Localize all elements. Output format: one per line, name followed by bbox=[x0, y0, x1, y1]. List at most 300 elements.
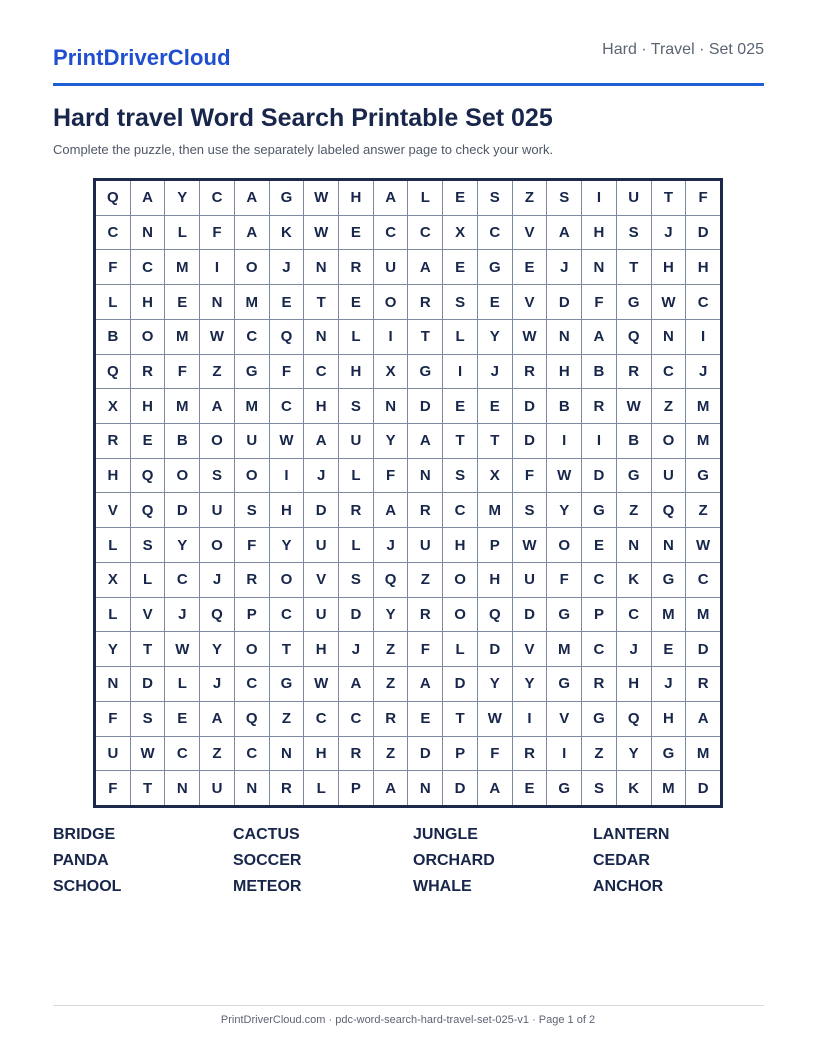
grid-cell: W bbox=[652, 285, 686, 319]
grid-cell: E bbox=[513, 771, 547, 805]
grid-cell: K bbox=[617, 771, 651, 805]
grid-cell: W bbox=[478, 702, 512, 736]
grid-cell: T bbox=[270, 632, 304, 666]
grid-cell: G bbox=[408, 355, 442, 389]
grid-cell: Y bbox=[165, 528, 199, 562]
grid-cell: U bbox=[513, 563, 547, 597]
grid-cell: E bbox=[339, 285, 373, 319]
grid-cell: F bbox=[408, 632, 442, 666]
grid-cell: S bbox=[617, 216, 651, 250]
grid-cell: S bbox=[547, 181, 581, 215]
grid-cell: J bbox=[478, 355, 512, 389]
grid-cell: A bbox=[582, 320, 616, 354]
grid-cell: F bbox=[686, 181, 720, 215]
grid-cell: V bbox=[131, 598, 165, 632]
grid-cell: W bbox=[617, 389, 651, 423]
grid-cell: E bbox=[131, 424, 165, 458]
grid-cell: Y bbox=[374, 598, 408, 632]
grid-cell: F bbox=[374, 459, 408, 493]
grid-cell: Q bbox=[652, 493, 686, 527]
grid-cell: C bbox=[374, 216, 408, 250]
grid-cell: Z bbox=[686, 493, 720, 527]
grid-cell: P bbox=[582, 598, 616, 632]
grid-cell: A bbox=[408, 250, 442, 284]
grid-cell: D bbox=[339, 598, 373, 632]
grid-cell: A bbox=[408, 424, 442, 458]
grid-cell: Y bbox=[96, 632, 130, 666]
grid-cell: Z bbox=[652, 389, 686, 423]
grid-cell: G bbox=[582, 493, 616, 527]
grid-cell: A bbox=[339, 667, 373, 701]
grid-cell: B bbox=[617, 424, 651, 458]
grid-cell: B bbox=[547, 389, 581, 423]
grid-cell: L bbox=[443, 632, 477, 666]
grid-cell: H bbox=[131, 285, 165, 319]
grid-cell: X bbox=[96, 389, 130, 423]
grid-cell: C bbox=[165, 737, 199, 771]
grid-cell: C bbox=[408, 216, 442, 250]
grid-cell: D bbox=[443, 771, 477, 805]
grid-cell: D bbox=[304, 493, 338, 527]
grid-cell: O bbox=[200, 424, 234, 458]
grid-cell: F bbox=[96, 702, 130, 736]
grid-cell: Q bbox=[617, 702, 651, 736]
word-list bbox=[53, 826, 773, 904]
grid-cell: P bbox=[478, 528, 512, 562]
grid-cell: R bbox=[235, 563, 269, 597]
grid-cell: N bbox=[408, 771, 442, 805]
grid-cell: C bbox=[131, 250, 165, 284]
grid-cell: V bbox=[513, 285, 547, 319]
grid-cell: E bbox=[513, 250, 547, 284]
grid-cell: H bbox=[304, 737, 338, 771]
grid-cell: D bbox=[131, 667, 165, 701]
grid-cell: W bbox=[686, 528, 720, 562]
grid-cell: R bbox=[686, 667, 720, 701]
grid-cell: T bbox=[652, 181, 686, 215]
grid-cell: F bbox=[235, 528, 269, 562]
word-list-item: BRIDGE bbox=[53, 826, 116, 843]
grid-cell: N bbox=[304, 250, 338, 284]
grid-cell: H bbox=[582, 216, 616, 250]
grid-cell: W bbox=[513, 528, 547, 562]
grid-cell: S bbox=[513, 493, 547, 527]
grid-cell: D bbox=[686, 216, 720, 250]
grid-cell: D bbox=[165, 493, 199, 527]
grid-cell: R bbox=[339, 493, 373, 527]
grid-cell: J bbox=[374, 528, 408, 562]
grid-cell: E bbox=[478, 389, 512, 423]
grid-cell: P bbox=[339, 771, 373, 805]
grid-cell: N bbox=[547, 320, 581, 354]
grid-cell: H bbox=[686, 250, 720, 284]
grid-cell: N bbox=[582, 250, 616, 284]
grid-cell: R bbox=[374, 702, 408, 736]
grid-cell: M bbox=[652, 598, 686, 632]
grid-cell: D bbox=[513, 424, 547, 458]
grid-cell: L bbox=[165, 216, 199, 250]
grid-cell: G bbox=[547, 598, 581, 632]
grid-cell: D bbox=[582, 459, 616, 493]
grid-cell: A bbox=[374, 493, 408, 527]
grid-cell: L bbox=[96, 598, 130, 632]
grid-cell: L bbox=[339, 320, 373, 354]
grid-cell: C bbox=[304, 355, 338, 389]
grid-cell: Y bbox=[478, 320, 512, 354]
grid-cell: C bbox=[304, 702, 338, 736]
grid-cell: L bbox=[304, 771, 338, 805]
grid-cell: H bbox=[304, 389, 338, 423]
grid-cell: H bbox=[339, 355, 373, 389]
grid-cell: J bbox=[617, 632, 651, 666]
grid-cell: V bbox=[304, 563, 338, 597]
page-header bbox=[53, 38, 764, 86]
grid-cell: O bbox=[131, 320, 165, 354]
grid-cell: H bbox=[652, 702, 686, 736]
grid-cell: R bbox=[408, 493, 442, 527]
grid-cell: A bbox=[374, 181, 408, 215]
grid-cell: V bbox=[547, 702, 581, 736]
grid-cell: M bbox=[165, 250, 199, 284]
grid-cell: Q bbox=[131, 493, 165, 527]
grid-cell: R bbox=[513, 737, 547, 771]
grid-cell: U bbox=[652, 459, 686, 493]
grid-cell: C bbox=[339, 702, 373, 736]
grid-cell: I bbox=[200, 250, 234, 284]
grid-cell: J bbox=[200, 667, 234, 701]
grid-cell: L bbox=[443, 320, 477, 354]
grid-cell: C bbox=[617, 598, 651, 632]
grid-cell: O bbox=[374, 285, 408, 319]
grid-cell: Z bbox=[617, 493, 651, 527]
grid-cell: M bbox=[547, 632, 581, 666]
grid-cell: F bbox=[582, 285, 616, 319]
grid-cell: E bbox=[443, 250, 477, 284]
grid-cell: L bbox=[165, 667, 199, 701]
grid-cell: Z bbox=[408, 563, 442, 597]
grid-cell: U bbox=[200, 771, 234, 805]
grid-cell: L bbox=[96, 528, 130, 562]
grid-cell: D bbox=[513, 389, 547, 423]
page-footer: PrintDriverCloud.com · pdc-word-search-hard-travel-set-025-v1 · Page 1 of 2 bbox=[220, 1014, 596, 1026]
word-list-item: ANCHOR bbox=[593, 878, 664, 895]
grid-cell: Y bbox=[165, 181, 199, 215]
grid-cell: D bbox=[408, 737, 442, 771]
grid-cell: A bbox=[547, 216, 581, 250]
grid-cell: V bbox=[96, 493, 130, 527]
grid-cell: O bbox=[235, 250, 269, 284]
grid-cell: D bbox=[513, 598, 547, 632]
grid-cell: K bbox=[270, 216, 304, 250]
grid-cell: R bbox=[582, 389, 616, 423]
word-list-item: SOCCER bbox=[233, 852, 302, 869]
grid-cell: O bbox=[270, 563, 304, 597]
grid-cell: H bbox=[339, 181, 373, 215]
grid-cell: T bbox=[478, 424, 512, 458]
grid-cell: T bbox=[443, 424, 477, 458]
word-list-item: WHALE bbox=[413, 878, 472, 895]
grid-cell: X bbox=[96, 563, 130, 597]
grid-cell: U bbox=[96, 737, 130, 771]
grid-cell: N bbox=[131, 216, 165, 250]
grid-cell: V bbox=[513, 216, 547, 250]
grid-cell: L bbox=[339, 459, 373, 493]
grid-cell: M bbox=[478, 493, 512, 527]
grid-cell: M bbox=[165, 389, 199, 423]
grid-cell: S bbox=[339, 563, 373, 597]
grid-cell: E bbox=[652, 632, 686, 666]
grid-cell: F bbox=[513, 459, 547, 493]
word-search-grid bbox=[93, 178, 723, 808]
grid-cell: W bbox=[304, 181, 338, 215]
grid-cell: G bbox=[270, 667, 304, 701]
grid-cell: O bbox=[443, 563, 477, 597]
grid-cell: T bbox=[131, 632, 165, 666]
grid-cell: O bbox=[200, 528, 234, 562]
grid-cell: I bbox=[547, 737, 581, 771]
grid-cell: G bbox=[617, 285, 651, 319]
grid-cell: K bbox=[617, 563, 651, 597]
grid-cell: Q bbox=[131, 459, 165, 493]
grid-cell: P bbox=[443, 737, 477, 771]
grid-cell: R bbox=[339, 250, 373, 284]
grid-cell: U bbox=[235, 424, 269, 458]
grid-cell: G bbox=[652, 737, 686, 771]
grid-cell: Q bbox=[200, 598, 234, 632]
grid-cell: M bbox=[686, 389, 720, 423]
grid-cell: I bbox=[270, 459, 304, 493]
grid-cell: E bbox=[165, 285, 199, 319]
grid-cell: A bbox=[235, 216, 269, 250]
brand-logo-text[interactable]: PrintDriverCloud bbox=[53, 45, 231, 70]
grid-cell: C bbox=[200, 181, 234, 215]
grid-cell: Z bbox=[513, 181, 547, 215]
grid-cell: L bbox=[408, 181, 442, 215]
grid-cell: N bbox=[408, 459, 442, 493]
grid-cell: U bbox=[374, 250, 408, 284]
grid-cell: U bbox=[617, 181, 651, 215]
grid-cell: A bbox=[131, 181, 165, 215]
grid-cell: C bbox=[165, 563, 199, 597]
grid-cell: C bbox=[686, 563, 720, 597]
grid-cell: C bbox=[686, 285, 720, 319]
grid-cell: A bbox=[235, 181, 269, 215]
grid-cell: H bbox=[547, 355, 581, 389]
grid-cell: R bbox=[96, 424, 130, 458]
grid-cell: N bbox=[652, 528, 686, 562]
grid-cell: R bbox=[513, 355, 547, 389]
grid-cell: D bbox=[408, 389, 442, 423]
grid-cell: S bbox=[478, 181, 512, 215]
grid-cell: L bbox=[96, 285, 130, 319]
grid-cell: G bbox=[547, 667, 581, 701]
grid-cell: C bbox=[235, 320, 269, 354]
grid-cell: R bbox=[617, 355, 651, 389]
grid-cell: I bbox=[582, 424, 616, 458]
grid-cell: G bbox=[270, 181, 304, 215]
grid-cell: A bbox=[374, 771, 408, 805]
grid-cell: E bbox=[270, 285, 304, 319]
grid-cell: X bbox=[374, 355, 408, 389]
grid-cell: Z bbox=[200, 737, 234, 771]
grid-cell: R bbox=[408, 285, 442, 319]
footer-divider bbox=[53, 1005, 764, 1006]
grid-cell: N bbox=[165, 771, 199, 805]
grid-cell: I bbox=[374, 320, 408, 354]
grid-cell: N bbox=[652, 320, 686, 354]
grid-cell: S bbox=[131, 702, 165, 736]
grid-cell: N bbox=[200, 285, 234, 319]
grid-cell: T bbox=[617, 250, 651, 284]
grid-cell: Y bbox=[513, 667, 547, 701]
grid-cell: N bbox=[617, 528, 651, 562]
grid-cell: F bbox=[270, 355, 304, 389]
grid-cell: E bbox=[478, 285, 512, 319]
grid-cell: U bbox=[304, 528, 338, 562]
word-list-item: CACTUS bbox=[233, 826, 300, 843]
grid-cell: Q bbox=[270, 320, 304, 354]
grid-cell: Y bbox=[200, 632, 234, 666]
grid-cell: W bbox=[513, 320, 547, 354]
grid-cell: H bbox=[96, 459, 130, 493]
grid-cell: Y bbox=[478, 667, 512, 701]
grid-cell: F bbox=[547, 563, 581, 597]
word-list-item: METEOR bbox=[233, 878, 302, 895]
grid-cell: S bbox=[131, 528, 165, 562]
grid-cell: J bbox=[200, 563, 234, 597]
page-subtitle: Complete the puzzle, then use the separately labeled answer page to check your work. bbox=[53, 142, 554, 157]
grid-cell: J bbox=[686, 355, 720, 389]
grid-cell: F bbox=[478, 737, 512, 771]
grid-cell: R bbox=[131, 355, 165, 389]
grid-cell: S bbox=[200, 459, 234, 493]
grid-cell: Y bbox=[547, 493, 581, 527]
grid-cell: I bbox=[513, 702, 547, 736]
grid-cell: O bbox=[235, 459, 269, 493]
grid-cell: G bbox=[235, 355, 269, 389]
grid-cell: S bbox=[235, 493, 269, 527]
grid-cell: L bbox=[131, 563, 165, 597]
grid-cell: H bbox=[617, 667, 651, 701]
grid-cell: F bbox=[96, 250, 130, 284]
grid-cell: Z bbox=[582, 737, 616, 771]
grid-cell: H bbox=[478, 563, 512, 597]
grid-cell: C bbox=[582, 563, 616, 597]
grid-cell: J bbox=[652, 216, 686, 250]
grid-cell: U bbox=[339, 424, 373, 458]
grid-cell: M bbox=[652, 771, 686, 805]
grid-cell: G bbox=[686, 459, 720, 493]
grid-cell: C bbox=[582, 632, 616, 666]
grid-cell: R bbox=[408, 598, 442, 632]
grid-cell: I bbox=[547, 424, 581, 458]
grid-cell: A bbox=[686, 702, 720, 736]
grid-cell: L bbox=[339, 528, 373, 562]
grid-cell: H bbox=[652, 250, 686, 284]
grid-cell: G bbox=[652, 563, 686, 597]
word-list-item: PANDA bbox=[53, 852, 109, 869]
grid-cell: C bbox=[270, 598, 304, 632]
puzzle-meta: Hard · Travel · Set 025 bbox=[602, 41, 764, 58]
grid-cell: M bbox=[235, 285, 269, 319]
grid-cell: C bbox=[652, 355, 686, 389]
grid-cell: Z bbox=[374, 737, 408, 771]
grid-cell: N bbox=[374, 389, 408, 423]
grid-cell: N bbox=[270, 737, 304, 771]
grid-cell: N bbox=[304, 320, 338, 354]
grid-cell: Q bbox=[96, 181, 130, 215]
grid-cell: D bbox=[686, 771, 720, 805]
grid-cell: G bbox=[478, 250, 512, 284]
grid-cell: I bbox=[443, 355, 477, 389]
grid-cell: M bbox=[686, 424, 720, 458]
grid-cell: D bbox=[547, 285, 581, 319]
grid-cell: H bbox=[443, 528, 477, 562]
grid-cell: W bbox=[131, 737, 165, 771]
grid-cell: X bbox=[443, 216, 477, 250]
grid-cell: D bbox=[443, 667, 477, 701]
grid-cell: T bbox=[131, 771, 165, 805]
grid-cell: B bbox=[165, 424, 199, 458]
grid-cell: O bbox=[443, 598, 477, 632]
grid-cell: B bbox=[96, 320, 130, 354]
grid-cell: C bbox=[270, 389, 304, 423]
grid-cell: J bbox=[165, 598, 199, 632]
word-list-item: CEDAR bbox=[593, 852, 650, 869]
grid-cell: M bbox=[165, 320, 199, 354]
grid-cell: W bbox=[165, 632, 199, 666]
grid-cell: U bbox=[304, 598, 338, 632]
grid-cell: O bbox=[547, 528, 581, 562]
grid-cell: C bbox=[235, 737, 269, 771]
grid-cell: C bbox=[443, 493, 477, 527]
grid-cell: E bbox=[582, 528, 616, 562]
grid-cell: E bbox=[408, 702, 442, 736]
word-list-item: ORCHARD bbox=[413, 852, 495, 869]
grid-cell: J bbox=[339, 632, 373, 666]
grid-cell: A bbox=[200, 702, 234, 736]
grid-cell: J bbox=[304, 459, 338, 493]
grid-cell: H bbox=[304, 632, 338, 666]
grid-cell: F bbox=[96, 771, 130, 805]
grid-cell: Q bbox=[96, 355, 130, 389]
grid-cell: J bbox=[547, 250, 581, 284]
grid-cell: F bbox=[200, 216, 234, 250]
grid-cell: O bbox=[165, 459, 199, 493]
grid-cell: V bbox=[513, 632, 547, 666]
grid-cell: C bbox=[96, 216, 130, 250]
grid-cell: S bbox=[443, 285, 477, 319]
grid-cell: C bbox=[478, 216, 512, 250]
grid-cell: G bbox=[617, 459, 651, 493]
grid-cell: N bbox=[96, 667, 130, 701]
grid-cell: A bbox=[408, 667, 442, 701]
grid-cell: Z bbox=[270, 702, 304, 736]
grid-cell: U bbox=[408, 528, 442, 562]
grid-cell: O bbox=[652, 424, 686, 458]
grid-cell: Z bbox=[374, 667, 408, 701]
grid-cell: B bbox=[582, 355, 616, 389]
grid-cell: S bbox=[582, 771, 616, 805]
grid-cell: N bbox=[235, 771, 269, 805]
grid-cell: R bbox=[270, 771, 304, 805]
grid-cell: M bbox=[235, 389, 269, 423]
grid-cell: Q bbox=[374, 563, 408, 597]
grid-cell: W bbox=[270, 424, 304, 458]
grid-cell: J bbox=[270, 250, 304, 284]
grid-cell: W bbox=[304, 216, 338, 250]
word-list-item: JUNGLE bbox=[413, 826, 478, 843]
